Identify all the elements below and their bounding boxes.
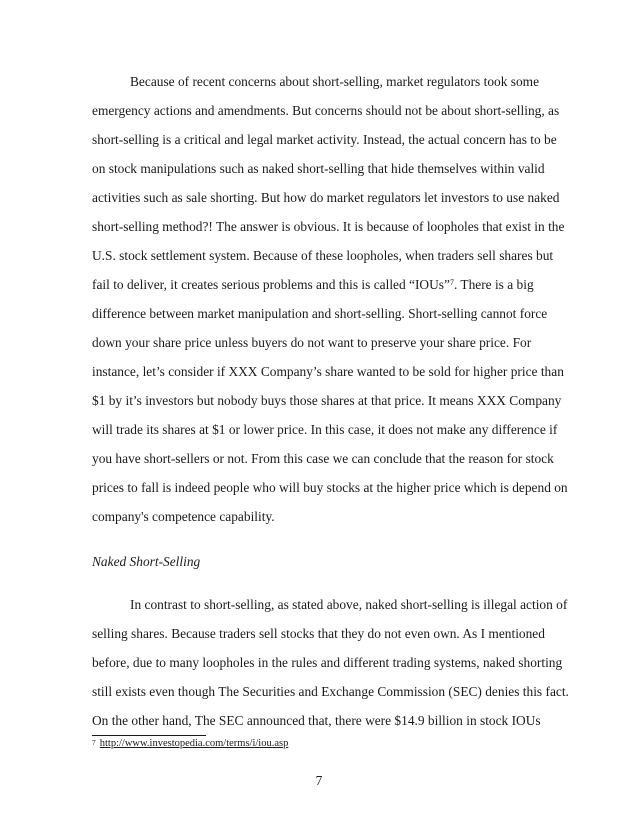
paragraph-1-line: emergency actions and amendments. But concerns should not be about short-selling, as — [92, 103, 560, 118]
paragraph-1-line: down your share price unless buyers do not want to preserve your share price. For — [92, 335, 532, 350]
paragraph-1-line: U.S. stock settlement system. Because of these loopholes, when traders sell shares but — [92, 248, 554, 263]
paragraph-1-line: you have short-sellers or not. From this case we can conclude that the reason for stock — [92, 451, 554, 466]
paragraph-1-line: prices to fall is indeed people who will buy stocks at the higher price which is depend on — [92, 480, 568, 495]
paragraph-1-line-with-footnote — [92, 277, 534, 293]
footnote-link[interactable]: http://www.investopedia.com/terms/i/iou.asp — [99, 738, 289, 749]
paragraph-1-line-tail: . There is a big — [453, 277, 534, 292]
paragraph-2-line: selling shares. Because traders sell stocks that they do not even own. As I mentioned — [92, 626, 545, 641]
paragraph-1-line: $1 by it’s investors but nobody buys those shares at that price. It means XXX Company — [92, 393, 562, 408]
paragraph-1-line: activities such as sale shorting. But how do market regulators let investors to use naked — [92, 190, 560, 205]
section-heading: Naked Short-Selling — [92, 554, 201, 569]
footnote — [92, 737, 288, 750]
paragraph-1-line: Because of recent concerns about short-selling, market regulators took some — [130, 74, 540, 89]
footnote-number: 7 — [92, 738, 96, 747]
paragraph-1-line: on stock manipulations such as naked short-selling that hide themselves within valid — [92, 161, 545, 176]
paragraph-1-line: difference between market manipulation and short-selling. Short-selling cannot force — [92, 306, 548, 321]
paragraph-2-line: On the other hand, The SEC announced that, there were $14.9 billion in stock IOUs — [92, 713, 541, 728]
paragraph-1-line: company's competence capability. — [92, 509, 275, 524]
paragraph-1-line: short-selling is a critical and legal market activity. Instead, the actual concern has to be — [92, 132, 557, 147]
paragraph-1-line: will trade its shares at $1 or lower price. In this case, it does not make any difference if — [92, 422, 558, 437]
paragraph-1-line-text: fail to deliver, it creates serious problems and this is called “IOUs” — [92, 277, 450, 292]
paragraph-2-line: still exists even though The Securities and Exchange Commission (SEC) denies this fact. — [92, 684, 569, 699]
paragraph-1-line: instance, let’s consider if XXX Company’s share wanted to be sold for higher price than — [92, 364, 564, 379]
paragraph-1-line: short-selling method?! The answer is obvious. It is because of loopholes that exist in the — [92, 219, 565, 234]
footnote-separator — [92, 735, 206, 736]
paragraph-2-line: before, due to many loopholes in the rules and different trading systems, naked shorting — [92, 655, 563, 670]
footnote-reference[interactable]: 7 — [449, 278, 454, 287]
page-number: 7 — [315, 773, 323, 788]
paragraph-2-line: In contrast to short-selling, as stated above, naked short-selling is illegal action of — [130, 597, 568, 612]
